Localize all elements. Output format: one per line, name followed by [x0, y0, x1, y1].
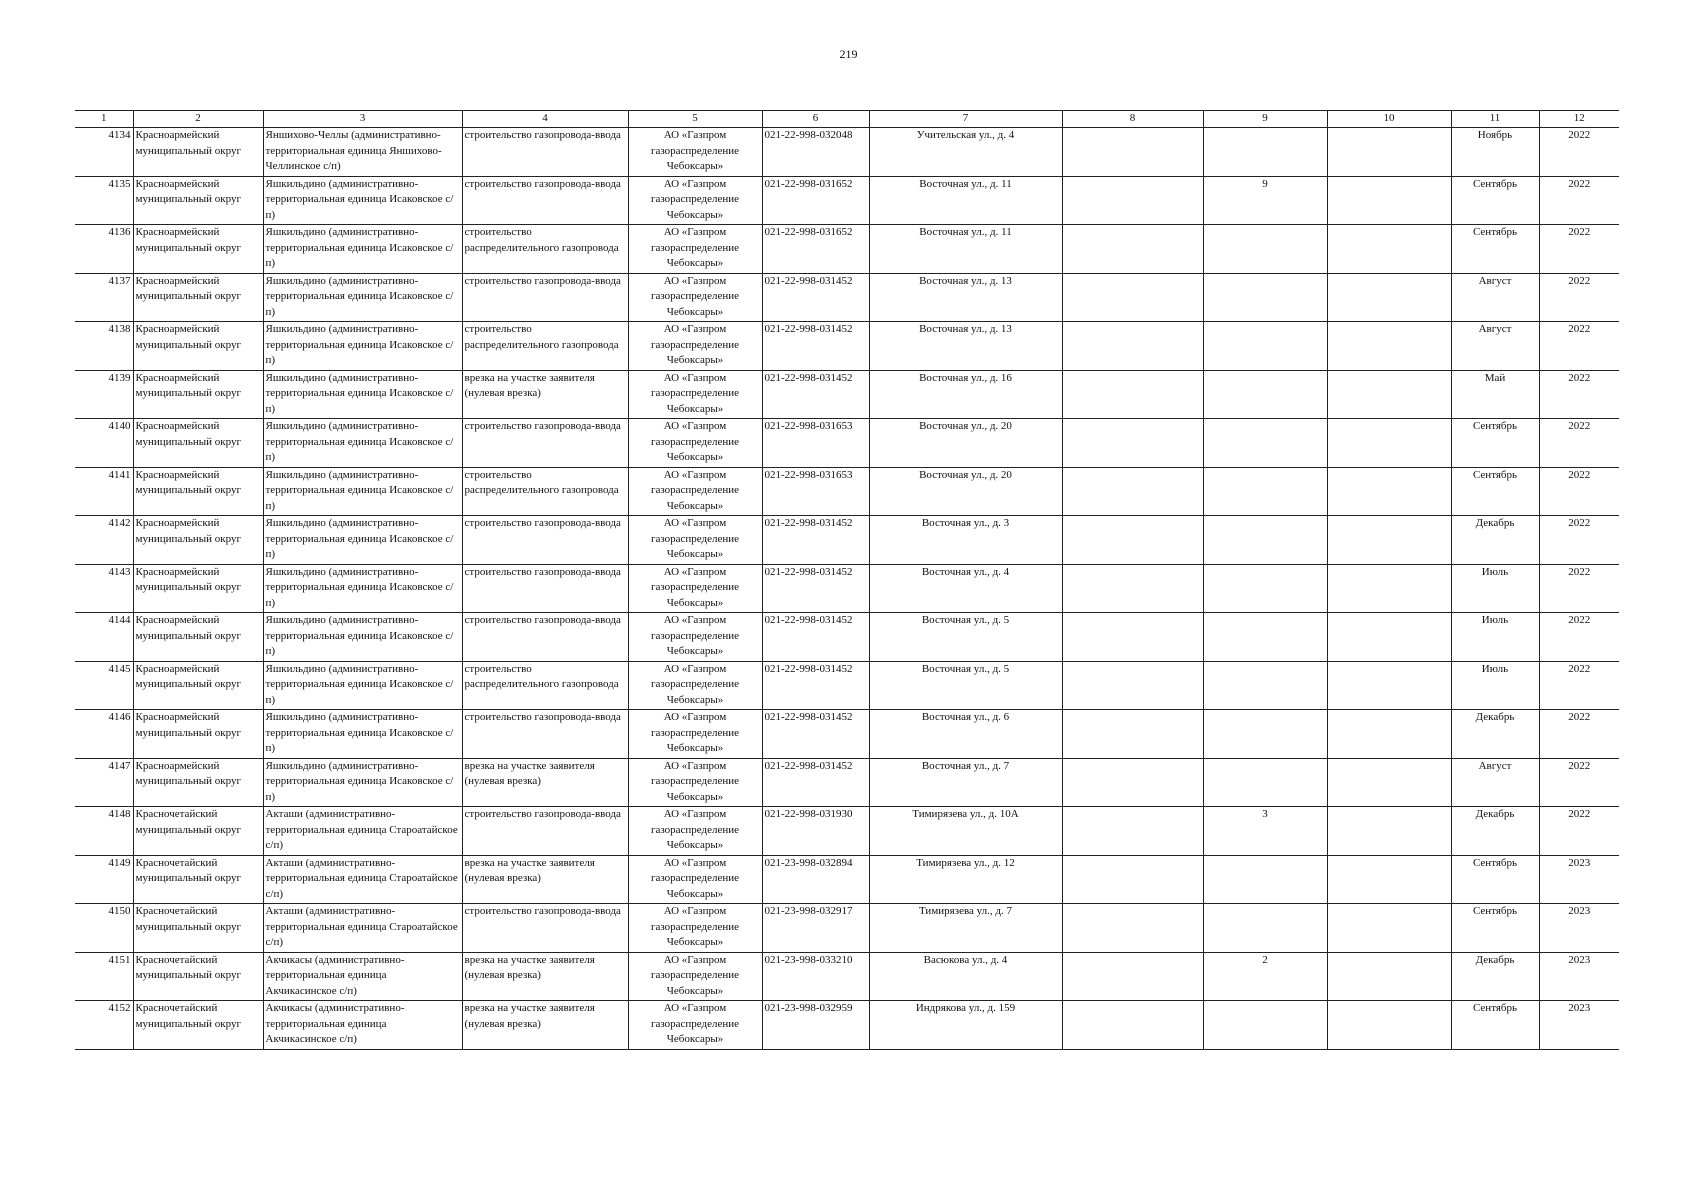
cell-col-8 — [1062, 176, 1203, 225]
cell-col-9 — [1203, 225, 1327, 274]
cell-address: Индрякова ул., д. 159 — [869, 1001, 1062, 1050]
cell-month: Август — [1451, 322, 1539, 371]
cell-number: 4140 — [75, 419, 133, 468]
cell-col-10 — [1327, 370, 1451, 419]
cell-code: 021-22-998-031652 — [762, 176, 869, 225]
cell-number: 4151 — [75, 952, 133, 1001]
table-body — [75, 128, 1619, 1050]
cell-work-type: строительство газопровода-ввода — [462, 904, 628, 953]
cell-col-8 — [1062, 467, 1203, 516]
cell-organization: АО «Газпром газораспределение Чебоксары» — [628, 904, 762, 953]
cell-number: 4135 — [75, 176, 133, 225]
cell-number: 4136 — [75, 225, 133, 274]
cell-month: Май — [1451, 370, 1539, 419]
cell-settlement: Яшкильдино (административно-территориальная единица Исаковское с/п) — [263, 273, 462, 322]
page-number: 219 — [839, 47, 858, 61]
cell-code: 021-22-998-031452 — [762, 564, 869, 613]
cell-col-9 — [1203, 564, 1327, 613]
cell-address: Восточная ул., д. 5 — [869, 661, 1062, 710]
table-row — [75, 128, 1619, 177]
cell-col-10 — [1327, 128, 1451, 177]
cell-col-10 — [1327, 661, 1451, 710]
cell-address: Васюкова ул., д. 4 — [869, 952, 1062, 1001]
cell-code: 021-23-998-032894 — [762, 855, 869, 904]
cell-address: Восточная ул., д. 4 — [869, 564, 1062, 613]
cell-col-8 — [1062, 904, 1203, 953]
cell-col-10 — [1327, 758, 1451, 807]
cell-col-9 — [1203, 467, 1327, 516]
table-row — [75, 807, 1619, 856]
cell-month: Сентябрь — [1451, 467, 1539, 516]
table-row — [75, 1001, 1619, 1050]
cell-settlement: Яшкильдино (административно-территориальная единица Исаковское с/п) — [263, 661, 462, 710]
cell-settlement: Яшкильдино (административно-территориальная единица Исаковское с/п) — [263, 467, 462, 516]
cell-year: 2022 — [1539, 758, 1619, 807]
cell-settlement: Яшкильдино (административно-территориальная единица Исаковское с/п) — [263, 419, 462, 468]
cell-address: Восточная ул., д. 11 — [869, 176, 1062, 225]
column-header-12: 12 — [1539, 111, 1619, 128]
cell-month: Ноябрь — [1451, 128, 1539, 177]
cell-organization: АО «Газпром газораспределение Чебоксары» — [628, 807, 762, 856]
cell-code: 021-22-998-032048 — [762, 128, 869, 177]
cell-organization: АО «Газпром газораспределение Чебоксары» — [628, 710, 762, 759]
cell-organization: АО «Газпром газораспределение Чебоксары» — [628, 516, 762, 565]
cell-month: Сентябрь — [1451, 419, 1539, 468]
cell-col-10 — [1327, 904, 1451, 953]
cell-code: 021-22-998-031452 — [762, 322, 869, 371]
cell-address: Восточная ул., д. 20 — [869, 419, 1062, 468]
cell-number: 4134 — [75, 128, 133, 177]
cell-code: 021-23-998-032917 — [762, 904, 869, 953]
cell-district: Красноармейский муниципальный округ — [133, 758, 263, 807]
cell-settlement: Акташи (административно-территориальная единица Староатайское с/п) — [263, 855, 462, 904]
table-row — [75, 710, 1619, 759]
cell-code: 021-22-998-031452 — [762, 613, 869, 662]
cell-year: 2022 — [1539, 370, 1619, 419]
table-row — [75, 758, 1619, 807]
cell-col-8 — [1062, 758, 1203, 807]
cell-district: Красноармейский муниципальный округ — [133, 370, 263, 419]
cell-work-type: врезка на участке заявителя (нулевая врезка) — [462, 370, 628, 419]
cell-address: Восточная ул., д. 13 — [869, 273, 1062, 322]
cell-year: 2022 — [1539, 128, 1619, 177]
cell-code: 021-22-998-031653 — [762, 467, 869, 516]
cell-settlement: Акчикасы (административно-территориальная единица Акчикасинское с/п) — [263, 1001, 462, 1050]
cell-code: 021-22-998-031452 — [762, 273, 869, 322]
cell-year: 2022 — [1539, 564, 1619, 613]
cell-work-type: строительство распределительного газопровода — [462, 661, 628, 710]
cell-col-9 — [1203, 1001, 1327, 1050]
cell-col-8 — [1062, 370, 1203, 419]
table-row — [75, 467, 1619, 516]
cell-settlement: Акташи (административно-территориальная единица Староатайское с/п) — [263, 904, 462, 953]
cell-address: Восточная ул., д. 5 — [869, 613, 1062, 662]
cell-number: 4141 — [75, 467, 133, 516]
cell-number: 4145 — [75, 661, 133, 710]
cell-year: 2022 — [1539, 613, 1619, 662]
cell-col-9 — [1203, 273, 1327, 322]
cell-code: 021-22-998-031452 — [762, 370, 869, 419]
cell-code: 021-22-998-031452 — [762, 661, 869, 710]
cell-settlement: Яншихово-Челлы (административно-территориальная единица Яншихово-Челлинское с/п) — [263, 128, 462, 177]
cell-month: Декабрь — [1451, 952, 1539, 1001]
cell-district: Красноармейский муниципальный округ — [133, 661, 263, 710]
cell-month: Сентябрь — [1451, 225, 1539, 274]
cell-settlement: Акчикасы (административно-территориальная единица Акчикасинское с/п) — [263, 952, 462, 1001]
cell-district: Красноармейский муниципальный округ — [133, 516, 263, 565]
cell-district: Красночетайский муниципальный округ — [133, 1001, 263, 1050]
cell-work-type: врезка на участке заявителя (нулевая врезка) — [462, 1001, 628, 1050]
cell-year: 2022 — [1539, 176, 1619, 225]
cell-district: Красночетайский муниципальный округ — [133, 904, 263, 953]
cell-col-10 — [1327, 564, 1451, 613]
cell-code: 021-22-998-031452 — [762, 710, 869, 759]
column-header-7: 7 — [869, 111, 1062, 128]
cell-col-8 — [1062, 613, 1203, 662]
cell-col-9 — [1203, 128, 1327, 177]
cell-col-10 — [1327, 273, 1451, 322]
cell-year: 2022 — [1539, 467, 1619, 516]
cell-organization: АО «Газпром газораспределение Чебоксары» — [628, 370, 762, 419]
cell-col-10 — [1327, 225, 1451, 274]
cell-code: 021-22-998-031652 — [762, 225, 869, 274]
cell-col-9 — [1203, 613, 1327, 662]
cell-month: Август — [1451, 273, 1539, 322]
cell-number: 4148 — [75, 807, 133, 856]
cell-number: 4142 — [75, 516, 133, 565]
cell-address: Восточная ул., д. 11 — [869, 225, 1062, 274]
cell-organization: АО «Газпром газораспределение Чебоксары» — [628, 467, 762, 516]
cell-year: 2022 — [1539, 419, 1619, 468]
cell-code: 021-23-998-032959 — [762, 1001, 869, 1050]
cell-address: Восточная ул., д. 20 — [869, 467, 1062, 516]
cell-col-9 — [1203, 419, 1327, 468]
cell-col-8 — [1062, 1001, 1203, 1050]
cell-col-9 — [1203, 904, 1327, 953]
cell-month: Декабрь — [1451, 516, 1539, 565]
cell-organization: АО «Газпром газораспределение Чебоксары» — [628, 661, 762, 710]
cell-settlement: Яшкильдино (административно-территориальная единица Исаковское с/п) — [263, 370, 462, 419]
cell-year: 2022 — [1539, 661, 1619, 710]
cell-settlement: Яшкильдино (административно-территориальная единица Исаковское с/п) — [263, 710, 462, 759]
cell-number: 4149 — [75, 855, 133, 904]
cell-organization: АО «Газпром газораспределение Чебоксары» — [628, 855, 762, 904]
cell-col-10 — [1327, 952, 1451, 1001]
cell-col-10 — [1327, 855, 1451, 904]
cell-work-type: строительство распределительного газопровода — [462, 322, 628, 371]
cell-code: 021-22-998-031653 — [762, 419, 869, 468]
cell-col-8 — [1062, 952, 1203, 1001]
cell-settlement: Яшкильдино (административно-территориальная единица Исаковское с/п) — [263, 225, 462, 274]
cell-year: 2023 — [1539, 1001, 1619, 1050]
cell-month: Декабрь — [1451, 807, 1539, 856]
table-row — [75, 176, 1619, 225]
cell-number: 4137 — [75, 273, 133, 322]
cell-col-9 — [1203, 516, 1327, 565]
cell-organization: АО «Газпром газораспределение Чебоксары» — [628, 419, 762, 468]
cell-year: 2022 — [1539, 516, 1619, 565]
cell-col-10 — [1327, 807, 1451, 856]
cell-number: 4138 — [75, 322, 133, 371]
cell-col-9: 2 — [1203, 952, 1327, 1001]
column-header-11: 11 — [1451, 111, 1539, 128]
cell-col-10 — [1327, 176, 1451, 225]
cell-year: 2022 — [1539, 322, 1619, 371]
cell-code: 021-22-998-031452 — [762, 758, 869, 807]
cell-address: Тимирязева ул., д. 12 — [869, 855, 1062, 904]
cell-work-type: строительство газопровода-ввода — [462, 710, 628, 759]
cell-organization: АО «Газпром газораспределение Чебоксары» — [628, 564, 762, 613]
table-row — [75, 273, 1619, 322]
cell-year: 2022 — [1539, 273, 1619, 322]
cell-district: Красночетайский муниципальный округ — [133, 807, 263, 856]
cell-work-type: строительство газопровода-ввода — [462, 273, 628, 322]
cell-month: Август — [1451, 758, 1539, 807]
cell-district: Красноармейский муниципальный округ — [133, 128, 263, 177]
cell-district: Красночетайский муниципальный округ — [133, 952, 263, 1001]
cell-work-type: врезка на участке заявителя (нулевая врезка) — [462, 758, 628, 807]
column-header-1: 1 — [75, 111, 133, 128]
cell-col-8 — [1062, 564, 1203, 613]
cell-col-8 — [1062, 807, 1203, 856]
cell-address: Восточная ул., д. 13 — [869, 322, 1062, 371]
cell-col-10 — [1327, 1001, 1451, 1050]
cell-year: 2023 — [1539, 952, 1619, 1001]
cell-number: 4139 — [75, 370, 133, 419]
cell-address: Учительская ул., д. 4 — [869, 128, 1062, 177]
column-header-10: 10 — [1327, 111, 1451, 128]
cell-work-type: строительство распределительного газопровода — [462, 467, 628, 516]
cell-district: Красноармейский муниципальный округ — [133, 419, 263, 468]
cell-organization: АО «Газпром газораспределение Чебоксары» — [628, 225, 762, 274]
cell-month: Июль — [1451, 564, 1539, 613]
cell-col-8 — [1062, 661, 1203, 710]
cell-col-8 — [1062, 710, 1203, 759]
cell-district: Красночетайский муниципальный округ — [133, 855, 263, 904]
cell-settlement: Яшкильдино (административно-территориальная единица Исаковское с/п) — [263, 613, 462, 662]
cell-code: 021-22-998-031452 — [762, 516, 869, 565]
cell-organization: АО «Газпром газораспределение Чебоксары» — [628, 128, 762, 177]
table-row — [75, 516, 1619, 565]
cell-col-9 — [1203, 855, 1327, 904]
cell-organization: АО «Газпром газораспределение Чебоксары» — [628, 758, 762, 807]
cell-address: Тимирязева ул., д. 10А — [869, 807, 1062, 856]
cell-work-type: строительство газопровода-ввода — [462, 516, 628, 565]
cell-col-9 — [1203, 370, 1327, 419]
cell-month: Июль — [1451, 613, 1539, 662]
column-header-4: 4 — [462, 111, 628, 128]
cell-settlement: Акташи (административно-территориальная единица Староатайское с/п) — [263, 807, 462, 856]
cell-col-9 — [1203, 661, 1327, 710]
cell-settlement: Яшкильдино (административно-территориальная единица Исаковское с/п) — [263, 516, 462, 565]
cell-work-type: строительство газопровода-ввода — [462, 419, 628, 468]
cell-district: Красноармейский муниципальный округ — [133, 322, 263, 371]
cell-month: Сентябрь — [1451, 855, 1539, 904]
column-header-6: 6 — [762, 111, 869, 128]
cell-month: Декабрь — [1451, 710, 1539, 759]
cell-district: Красноармейский муниципальный округ — [133, 273, 263, 322]
cell-col-8 — [1062, 419, 1203, 468]
cell-code: 021-23-998-033210 — [762, 952, 869, 1001]
cell-work-type: строительство газопровода-ввода — [462, 176, 628, 225]
cell-number: 4143 — [75, 564, 133, 613]
cell-settlement: Яшкильдино (административно-территориальная единица Исаковское с/п) — [263, 564, 462, 613]
cell-district: Красноармейский муниципальный округ — [133, 467, 263, 516]
cell-col-10 — [1327, 613, 1451, 662]
column-header-3: 3 — [263, 111, 462, 128]
cell-district: Красноармейский муниципальный округ — [133, 564, 263, 613]
cell-work-type: строительство распределительного газопровода — [462, 225, 628, 274]
cell-district: Красноармейский муниципальный округ — [133, 710, 263, 759]
cell-year: 2023 — [1539, 855, 1619, 904]
cell-code: 021-22-998-031930 — [762, 807, 869, 856]
cell-organization: АО «Газпром газораспределение Чебоксары» — [628, 322, 762, 371]
cell-organization: АО «Газпром газораспределение Чебоксары» — [628, 176, 762, 225]
column-header-9: 9 — [1203, 111, 1327, 128]
cell-work-type: строительство газопровода-ввода — [462, 613, 628, 662]
cell-month: Сентябрь — [1451, 1001, 1539, 1050]
table-row — [75, 661, 1619, 710]
table-row — [75, 855, 1619, 904]
cell-col-8 — [1062, 516, 1203, 565]
cell-organization: АО «Газпром газораспределение Чебоксары» — [628, 1001, 762, 1050]
registry-table — [75, 110, 1619, 1050]
cell-col-9: 9 — [1203, 176, 1327, 225]
cell-district: Красноармейский муниципальный округ — [133, 225, 263, 274]
cell-address: Восточная ул., д. 16 — [869, 370, 1062, 419]
cell-settlement: Яшкильдино (административно-территориальная единица Исаковское с/п) — [263, 758, 462, 807]
cell-col-10 — [1327, 322, 1451, 371]
column-header-5: 5 — [628, 111, 762, 128]
table-row — [75, 904, 1619, 953]
cell-work-type: строительство газопровода-ввода — [462, 564, 628, 613]
cell-address: Восточная ул., д. 6 — [869, 710, 1062, 759]
cell-number: 4152 — [75, 1001, 133, 1050]
cell-address: Тимирязева ул., д. 7 — [869, 904, 1062, 953]
cell-col-9 — [1203, 758, 1327, 807]
cell-year: 2022 — [1539, 807, 1619, 856]
cell-col-9 — [1203, 322, 1327, 371]
cell-number: 4150 — [75, 904, 133, 953]
cell-col-10 — [1327, 419, 1451, 468]
cell-col-10 — [1327, 516, 1451, 565]
cell-month: Сентябрь — [1451, 176, 1539, 225]
table-row — [75, 564, 1619, 613]
cell-work-type: врезка на участке заявителя (нулевая врезка) — [462, 952, 628, 1001]
table-row — [75, 322, 1619, 371]
cell-number: 4147 — [75, 758, 133, 807]
cell-col-10 — [1327, 467, 1451, 516]
cell-work-type: строительство газопровода-ввода — [462, 128, 628, 177]
cell-year: 2023 — [1539, 904, 1619, 953]
cell-district: Красноармейский муниципальный округ — [133, 176, 263, 225]
cell-work-type: строительство газопровода-ввода — [462, 807, 628, 856]
cell-col-8 — [1062, 322, 1203, 371]
cell-col-8 — [1062, 128, 1203, 177]
cell-organization: АО «Газпром газораспределение Чебоксары» — [628, 613, 762, 662]
cell-organization: АО «Газпром газораспределение Чебоксары» — [628, 273, 762, 322]
cell-month: Июль — [1451, 661, 1539, 710]
cell-settlement: Яшкильдино (административно-территориальная единица Исаковское с/п) — [263, 176, 462, 225]
cell-organization: АО «Газпром газораспределение Чебоксары» — [628, 952, 762, 1001]
cell-number: 4146 — [75, 710, 133, 759]
cell-year: 2022 — [1539, 710, 1619, 759]
cell-year: 2022 — [1539, 225, 1619, 274]
column-header-2: 2 — [133, 111, 263, 128]
cell-address: Восточная ул., д. 3 — [869, 516, 1062, 565]
table-row — [75, 225, 1619, 274]
cell-col-9: 3 — [1203, 807, 1327, 856]
table-row — [75, 952, 1619, 1001]
cell-col-8 — [1062, 855, 1203, 904]
cell-settlement: Яшкильдино (административно-территориальная единица Исаковское с/п) — [263, 322, 462, 371]
table-row — [75, 419, 1619, 468]
cell-district: Красноармейский муниципальный округ — [133, 613, 263, 662]
cell-month: Сентябрь — [1451, 904, 1539, 953]
table-row — [75, 613, 1619, 662]
cell-number: 4144 — [75, 613, 133, 662]
column-header-8: 8 — [1062, 111, 1203, 128]
cell-col-10 — [1327, 710, 1451, 759]
cell-work-type: врезка на участке заявителя (нулевая врезка) — [462, 855, 628, 904]
cell-col-8 — [1062, 225, 1203, 274]
cell-address: Восточная ул., д. 7 — [869, 758, 1062, 807]
header-row — [75, 111, 1619, 128]
table-row — [75, 370, 1619, 419]
cell-col-9 — [1203, 710, 1327, 759]
cell-col-8 — [1062, 273, 1203, 322]
